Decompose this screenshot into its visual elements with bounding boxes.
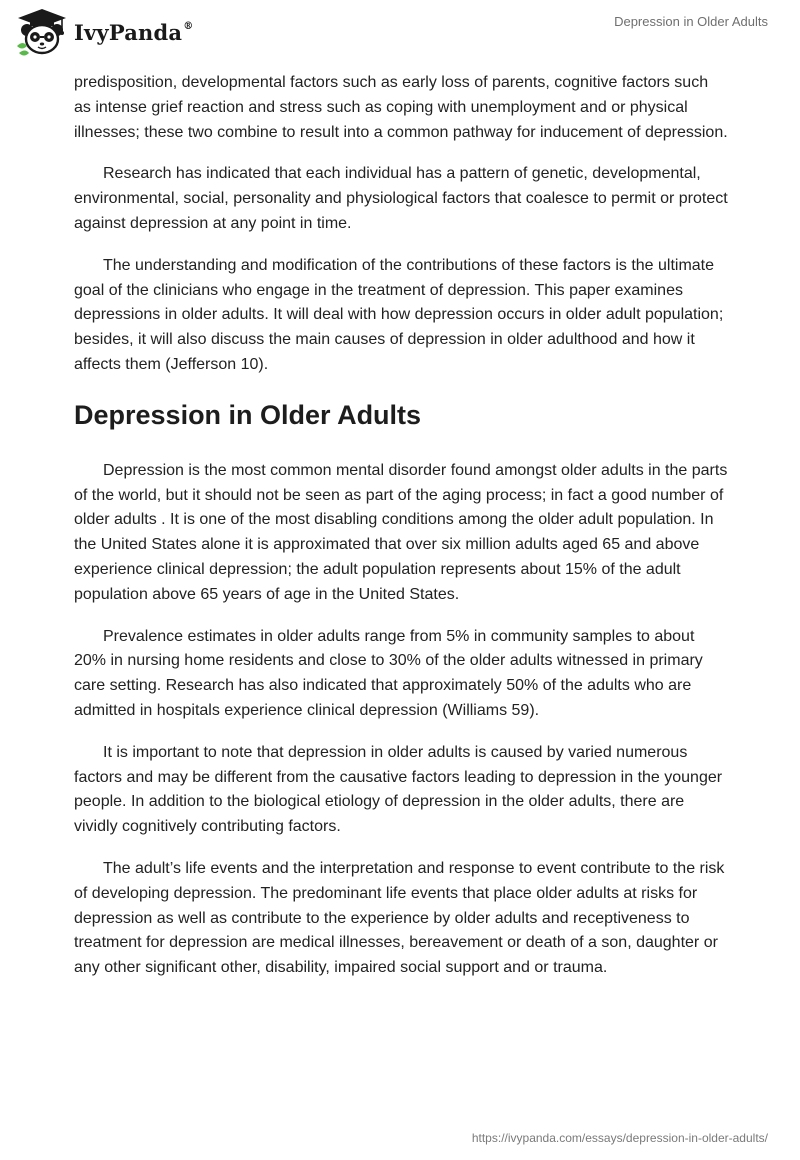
paragraph: Prevalence estimates in older adults range from 5% in community samples to about 20% in nursing home residents and close to 30% of the older adults witnessed in primary care setting. Research has also indicated that approximately 50% of the adults who are admitted in hospitals experience clinical depression (Williams 59).	[74, 627, 703, 719]
source-url: https://ivypanda.com/essays/depression-in-older-adults/	[471, 1131, 768, 1145]
document-title: Depression in Older Adults	[614, 14, 768, 29]
paragraph: It is important to note that depression in older adults is caused by varied numerous factors and may be different from the causative factors leading to depression in the younger people. In addition to the biological etiology of depression in the older adults, there are vividly cognitively contributing factors.	[74, 743, 723, 836]
paragraph: The understanding and modification of the contributions of these factors is the ultimate goal of the clinicians who engage in the treatment of depression. This paper examines depressions in older adults. It will deal with how depression occurs in older adult population; besides, it will also discuss the main causes of depression in older adulthood and how it affects them (Jefferson 10).	[74, 256, 724, 373]
section-heading: Depression in Older Adults	[74, 399, 422, 430]
paragraph: predisposition, developmental factors such as early loss of parents, cognitive factors such as intense grief reaction and stress such as coping with unemployment and or physical illnesses; these two combine to result into a common pathway for inducement of depression.	[74, 74, 728, 141]
essay-content	[74, 71, 728, 998]
page-header	[0, 0, 800, 62]
brand-name: IvyPanda®	[74, 19, 194, 45]
panda-graduate-icon	[14, 6, 70, 58]
paragraph: The adult’s life events and the interpretation and response to event contribute to the risk of developing depression. The predominant life events that place older adults at risks for depression as well as contribute to the experience by older adults and receptiveness to treatment for depression are medical illnesses, bereavement or death of a son, daughter or any other significant other, disability, impaired social support and or trauma.	[74, 859, 725, 977]
paragraph: Research has indicated that each individual has a pattern of genetic, developmental, environmental, social, personality and physiological factors that coalesce to permit or protect against depression at any point in time.	[74, 165, 728, 232]
paragraph: Depression is the most common mental disorder found amongst older adults in the parts of the world, but it should not be seen as part of the aging process; in fact a good number of older adults . It is one of the most disabling conditions among the older adult population. In the United States alone it is approximated that over six million adults aged 65 and above experience clinical depression; the adult population represents about 15% of the adult population above 65 years of age in the United States.	[74, 461, 728, 603]
brand-logo[interactable]	[14, 6, 193, 58]
